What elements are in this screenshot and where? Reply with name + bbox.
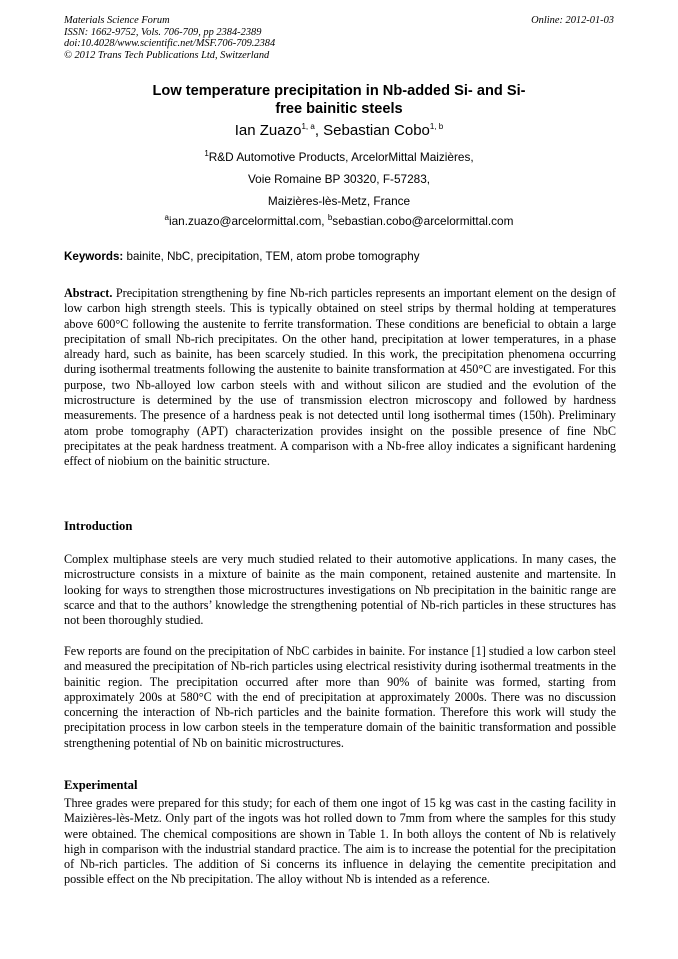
- experimental-heading: Experimental: [64, 778, 138, 792]
- online-date: Online: 2012-01-03: [531, 15, 614, 26]
- keywords-text: bainite, NbC, precipitation, TEM, atom probe tomography: [123, 250, 420, 263]
- email-superscript: b: [327, 213, 333, 223]
- journal-header: [64, 15, 464, 61]
- title-line-1: Low temperature precipitation in Nb-added Si- and Si-: [152, 83, 526, 99]
- doi-line: doi:10.4028/www.scientific.net/MSF.706-709.2384: [64, 38, 276, 50]
- author-name: Sebastian Cobo: [323, 122, 430, 139]
- email-line: [0, 214, 678, 228]
- author-superscript: 1, b: [429, 122, 444, 131]
- affiliation-superscript: 1: [204, 149, 209, 159]
- author-superscript: 1, a: [301, 122, 315, 131]
- affiliation-line: $^1$R&D Automotive Products, ArcelorMittal Maizières,: [204, 149, 474, 164]
- introduction-heading: Introduction: [64, 519, 133, 533]
- title-line-2: free bainitic steels: [275, 101, 403, 117]
- keywords-label: Keywords:: [64, 250, 124, 263]
- journal-name: Materials Science Forum: [64, 15, 170, 26]
- issn-line: ISSN: 1662-9752, Vols. 706-709, pp 2384-2389: [64, 26, 262, 38]
- abstract-text: Precipitation strengthening by fine Nb-rich particles represents an important element on the design of low carbon high strength steels. This is typically obtained on steel strips by thermal holding at temperatures above 600°C following the austenite to ferrite transformation. These conditions are beneficial to obtain a large precipitation of small Nb-rich precipitates. On the other hand, precipitation at lower temperatures, in a phase already hard, such as bainite, has been scarcely studied. In this work, the precipitation phenomena occurring during isothermal treatments following the austenite to bainite transformation at 450°C are investigated. For this purpose, two Nb-alloyed low carbon steels with and without silicon are studied and the evolution of the microstructure is determined by the use of transmission electron microscopy and followed by hardness measurements. The presence of a hardness peak is not detected until long isothermal times (150h). Preliminary atom probe tomography (APT) characterization provides insight on the possible presence of fine NbC precipitates at the peak hardness treatment. A comparison with a Nb-free alloy indicates a significant hardening effect of niobium on the bainitic structure.: [64, 286, 616, 469]
- author-list: [0, 122, 678, 140]
- email-superscript: a: [164, 213, 169, 223]
- affiliation-line: Maizières-lès-Metz, France: [267, 194, 411, 208]
- paper-title: [120, 82, 558, 118]
- introduction-paragraph: Complex multiphase steels are very much studied related to their automotive applications. In many cases, the microstructure consists in a mixture of bainite as the main component, retained austenite and martensite. In looking for ways to strengthen those microstructures investigations on Nb precipitation in the bainitic range are scarce and that to the authors’ knowledge the strengthening potential of Nb-rich particles in these structures has not been thoroughly studied.: [64, 552, 616, 628]
- abstract: [64, 286, 616, 470]
- experimental-paragraph: Three grades were prepared for this study; for each of them one ingot of 15 kg was cast in the casting facility in Maizières-lès-Metz. Only part of the ingots was hot rolled down to 7mm from where the samples for this study were obtained. The chemical compositions are shown in Table 1. In both alloys the content of Nb is relatively high in comparison with the industrial standard practice. The aim is to increase the potential for the precipitation of Nb-rich particles. The addition of Si concerns its influence in delaying the cementite precipitation and possible effect on the Nb precipitation. The alloy without Nb is intended as a reference.: [64, 796, 616, 887]
- keywords: [64, 250, 420, 264]
- email-address: sebastian.cobo@arcelormittal.com: [332, 214, 514, 228]
- introduction-paragraph: Few reports are found on the precipitation of NbC carbides in bainite. For instance [1] studied a low carbon steel and measured the precipitation of Nb-rich particles using electrical resistivity during isothermal treatments in the bainitic region. The precipitation occurred after more than 90% of bainite was formed, starting from approximately 200s at 580°C with the end of precipitation at approximately 2000s. There was no discussion concerning the interaction of Nb-rich particles and the bainite formation. Therefore this work will study the precipitation process in low carbon steels in the temperature domain of the bainitic transformation and possible strengthening potential of Nb on bainitic microstructures.: [64, 644, 616, 750]
- author-separator: ,: [314, 122, 324, 139]
- abstract-label: Abstract.: [64, 286, 113, 300]
- email-address: ian.zuazo@arcelormittal.com,: [169, 214, 328, 228]
- copyright-line: © 2012 Trans Tech Publications Ltd, Switzerland: [64, 49, 270, 61]
- author-name: Ian Zuazo: [234, 122, 302, 139]
- affiliation-line: Voie Romaine BP 30320, F-57283,: [247, 172, 431, 186]
